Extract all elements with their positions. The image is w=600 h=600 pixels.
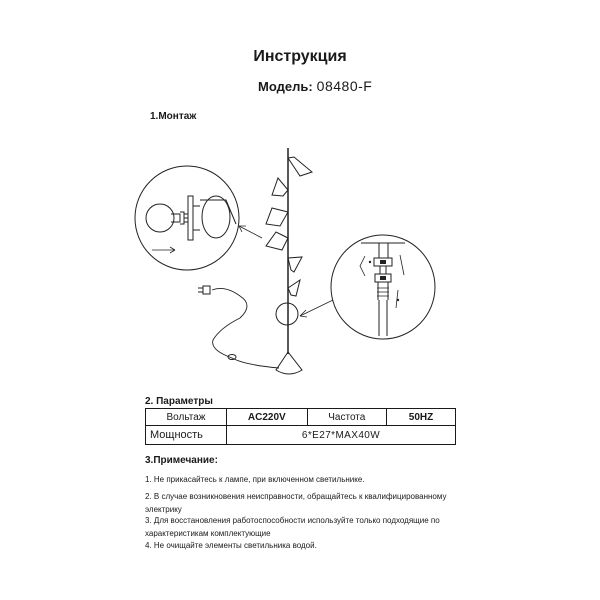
- power-value: 6*E27*MAX40W: [227, 426, 456, 445]
- table-row: [146, 409, 456, 426]
- document-title: Инструкция: [253, 48, 347, 65]
- note-item: 4. Не очищайте элементы светильника водой.: [145, 541, 317, 550]
- parameters-table: [145, 408, 456, 445]
- lamp-shade: [272, 178, 288, 196]
- bulb-detail-icon: [146, 204, 174, 232]
- power-label: Мощность: [146, 426, 227, 445]
- section-heading-notes: 3.Примечание:: [145, 455, 218, 466]
- joint-highlight-circle: [276, 303, 298, 325]
- frequency-value: 50HZ: [387, 409, 456, 426]
- frequency-label: Частота: [307, 409, 386, 426]
- lamp-shade: [266, 208, 288, 226]
- table-row: [146, 426, 456, 445]
- power-plug: [203, 286, 210, 294]
- note-item: 3. Для восстановления работоспособности используйте только подходящие по характеристикам комплектующие: [145, 516, 440, 538]
- lamp-shade: [288, 257, 302, 272]
- power-cable: [212, 288, 279, 368]
- note-item: 2. В случае возникновения неисправности, обращайтесь к квалифицированному электрику: [145, 492, 447, 514]
- connector-detail-circle: [331, 235, 435, 339]
- section-heading-mounting: 1.Монтаж: [150, 111, 197, 122]
- lamp-shade: [288, 280, 300, 296]
- model-label: Модель:: [258, 79, 313, 94]
- lamp-base: [276, 352, 302, 374]
- section-heading-parameters: 2. Параметры: [145, 396, 213, 407]
- note-item: 1. Не прикасайтесь к лампе, при включенном светильнике.: [145, 475, 365, 484]
- lamp-shade: [266, 232, 288, 250]
- model-number: 08480-F: [316, 78, 373, 94]
- voltage-label: Вольтаж: [146, 409, 227, 426]
- voltage-value: AC220V: [227, 409, 308, 426]
- lamp-shade: [288, 157, 312, 176]
